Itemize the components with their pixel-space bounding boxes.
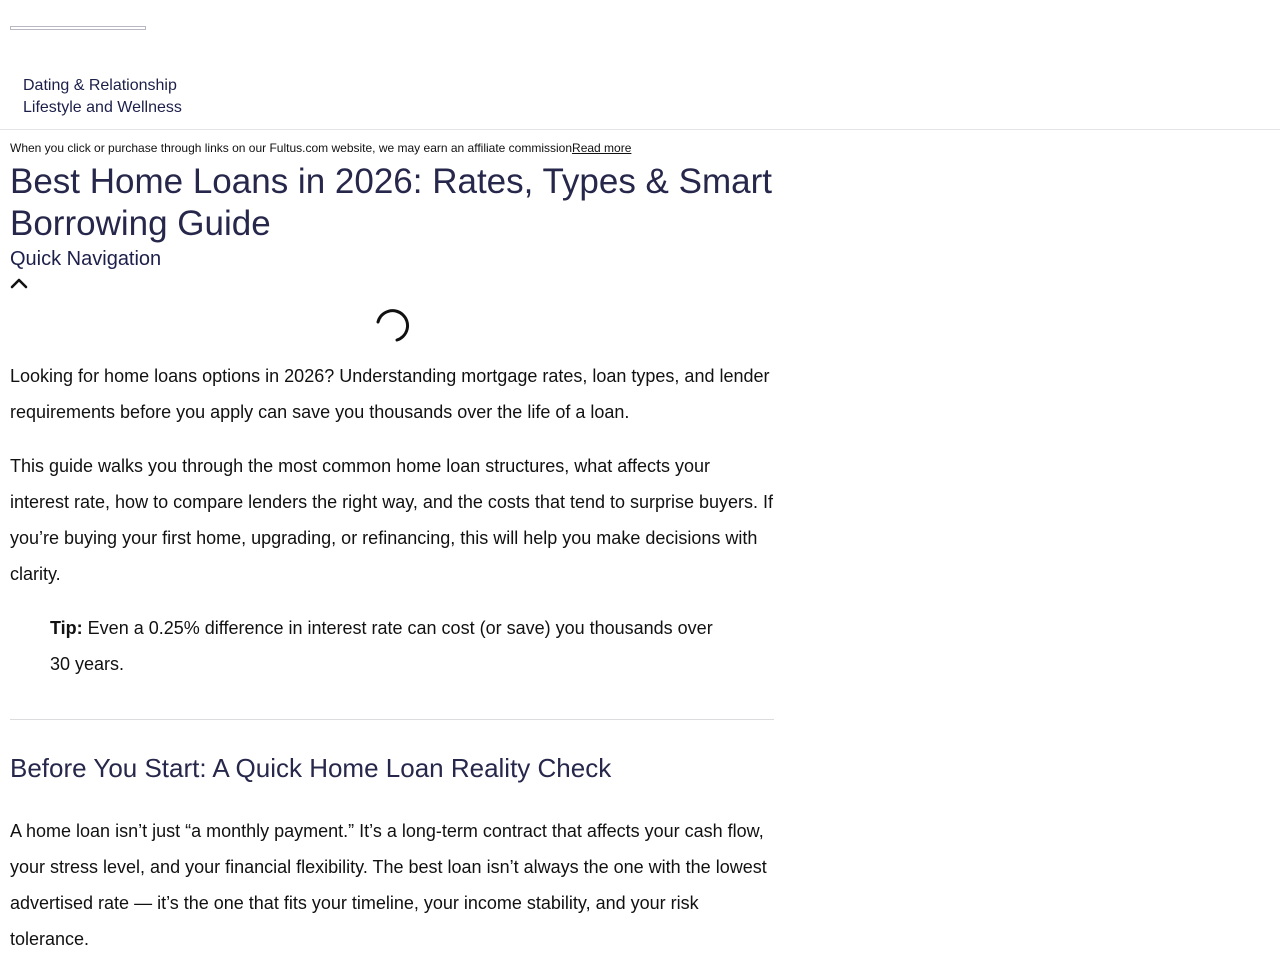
section-paragraph: A home loan isn’t just “a monthly payment.” It’s a long-term contract that affects your cash flow, your stress level, and your financial flexibility. The best loan isn’t always the one with the lowest advertised rate — it’s the one that fits your timeline, your income stability, and your risk tolerance. bbox=[10, 821, 767, 949]
affiliate-disclosure bbox=[10, 140, 774, 156]
intro-section bbox=[10, 358, 774, 592]
site-logo-placeholder[interactable] bbox=[10, 26, 146, 30]
section-divider bbox=[10, 719, 774, 720]
chevron-up-icon[interactable] bbox=[10, 277, 28, 289]
nav-item-lifestyle-wellness[interactable]: Lifestyle and Wellness bbox=[23, 99, 182, 116]
header-nav-menu bbox=[23, 75, 182, 119]
tip-text: Even a 0.25% difference in interest rate can cost (or save) you thousands over 30 years. bbox=[50, 618, 713, 674]
affiliate-disclosure-text: When you click or purchase through links on our Fultus.com website, we may earn an affiliate commission bbox=[10, 141, 573, 155]
quick-navigation-title[interactable]: Quick Navigation bbox=[10, 248, 162, 270]
section-heading: Before You Start: A Quick Home Loan Reality Check bbox=[10, 753, 612, 783]
nav-item-dating-relationship[interactable]: Dating & Relationship bbox=[23, 77, 177, 94]
site-header bbox=[0, 0, 1280, 130]
tip-label: Tip: bbox=[50, 618, 83, 638]
section-body bbox=[10, 813, 774, 957]
page-title: Best Home Loans in 2026: Rates, Types & Smart Borrowing Guide bbox=[10, 162, 772, 243]
spinner-icon bbox=[374, 308, 410, 344]
read-more-link[interactable]: Read more bbox=[572, 141, 632, 155]
intro-paragraph: This guide walks you through the most common home loan structures, what affects your interest rate, how to compare lenders the right way, and the costs that tend to surprise buyers. If you’re buying your first home, upgrading, or refinancing, this will help you make decisions with clarity. bbox=[10, 456, 774, 584]
intro-paragraph: Looking for home loans options in 2026? Understanding mortgage rates, loan types, and lender requirements before you apply can save you thousands over the life of a loan. bbox=[10, 366, 770, 422]
tip-callout bbox=[10, 610, 730, 682]
article-content bbox=[10, 131, 774, 960]
